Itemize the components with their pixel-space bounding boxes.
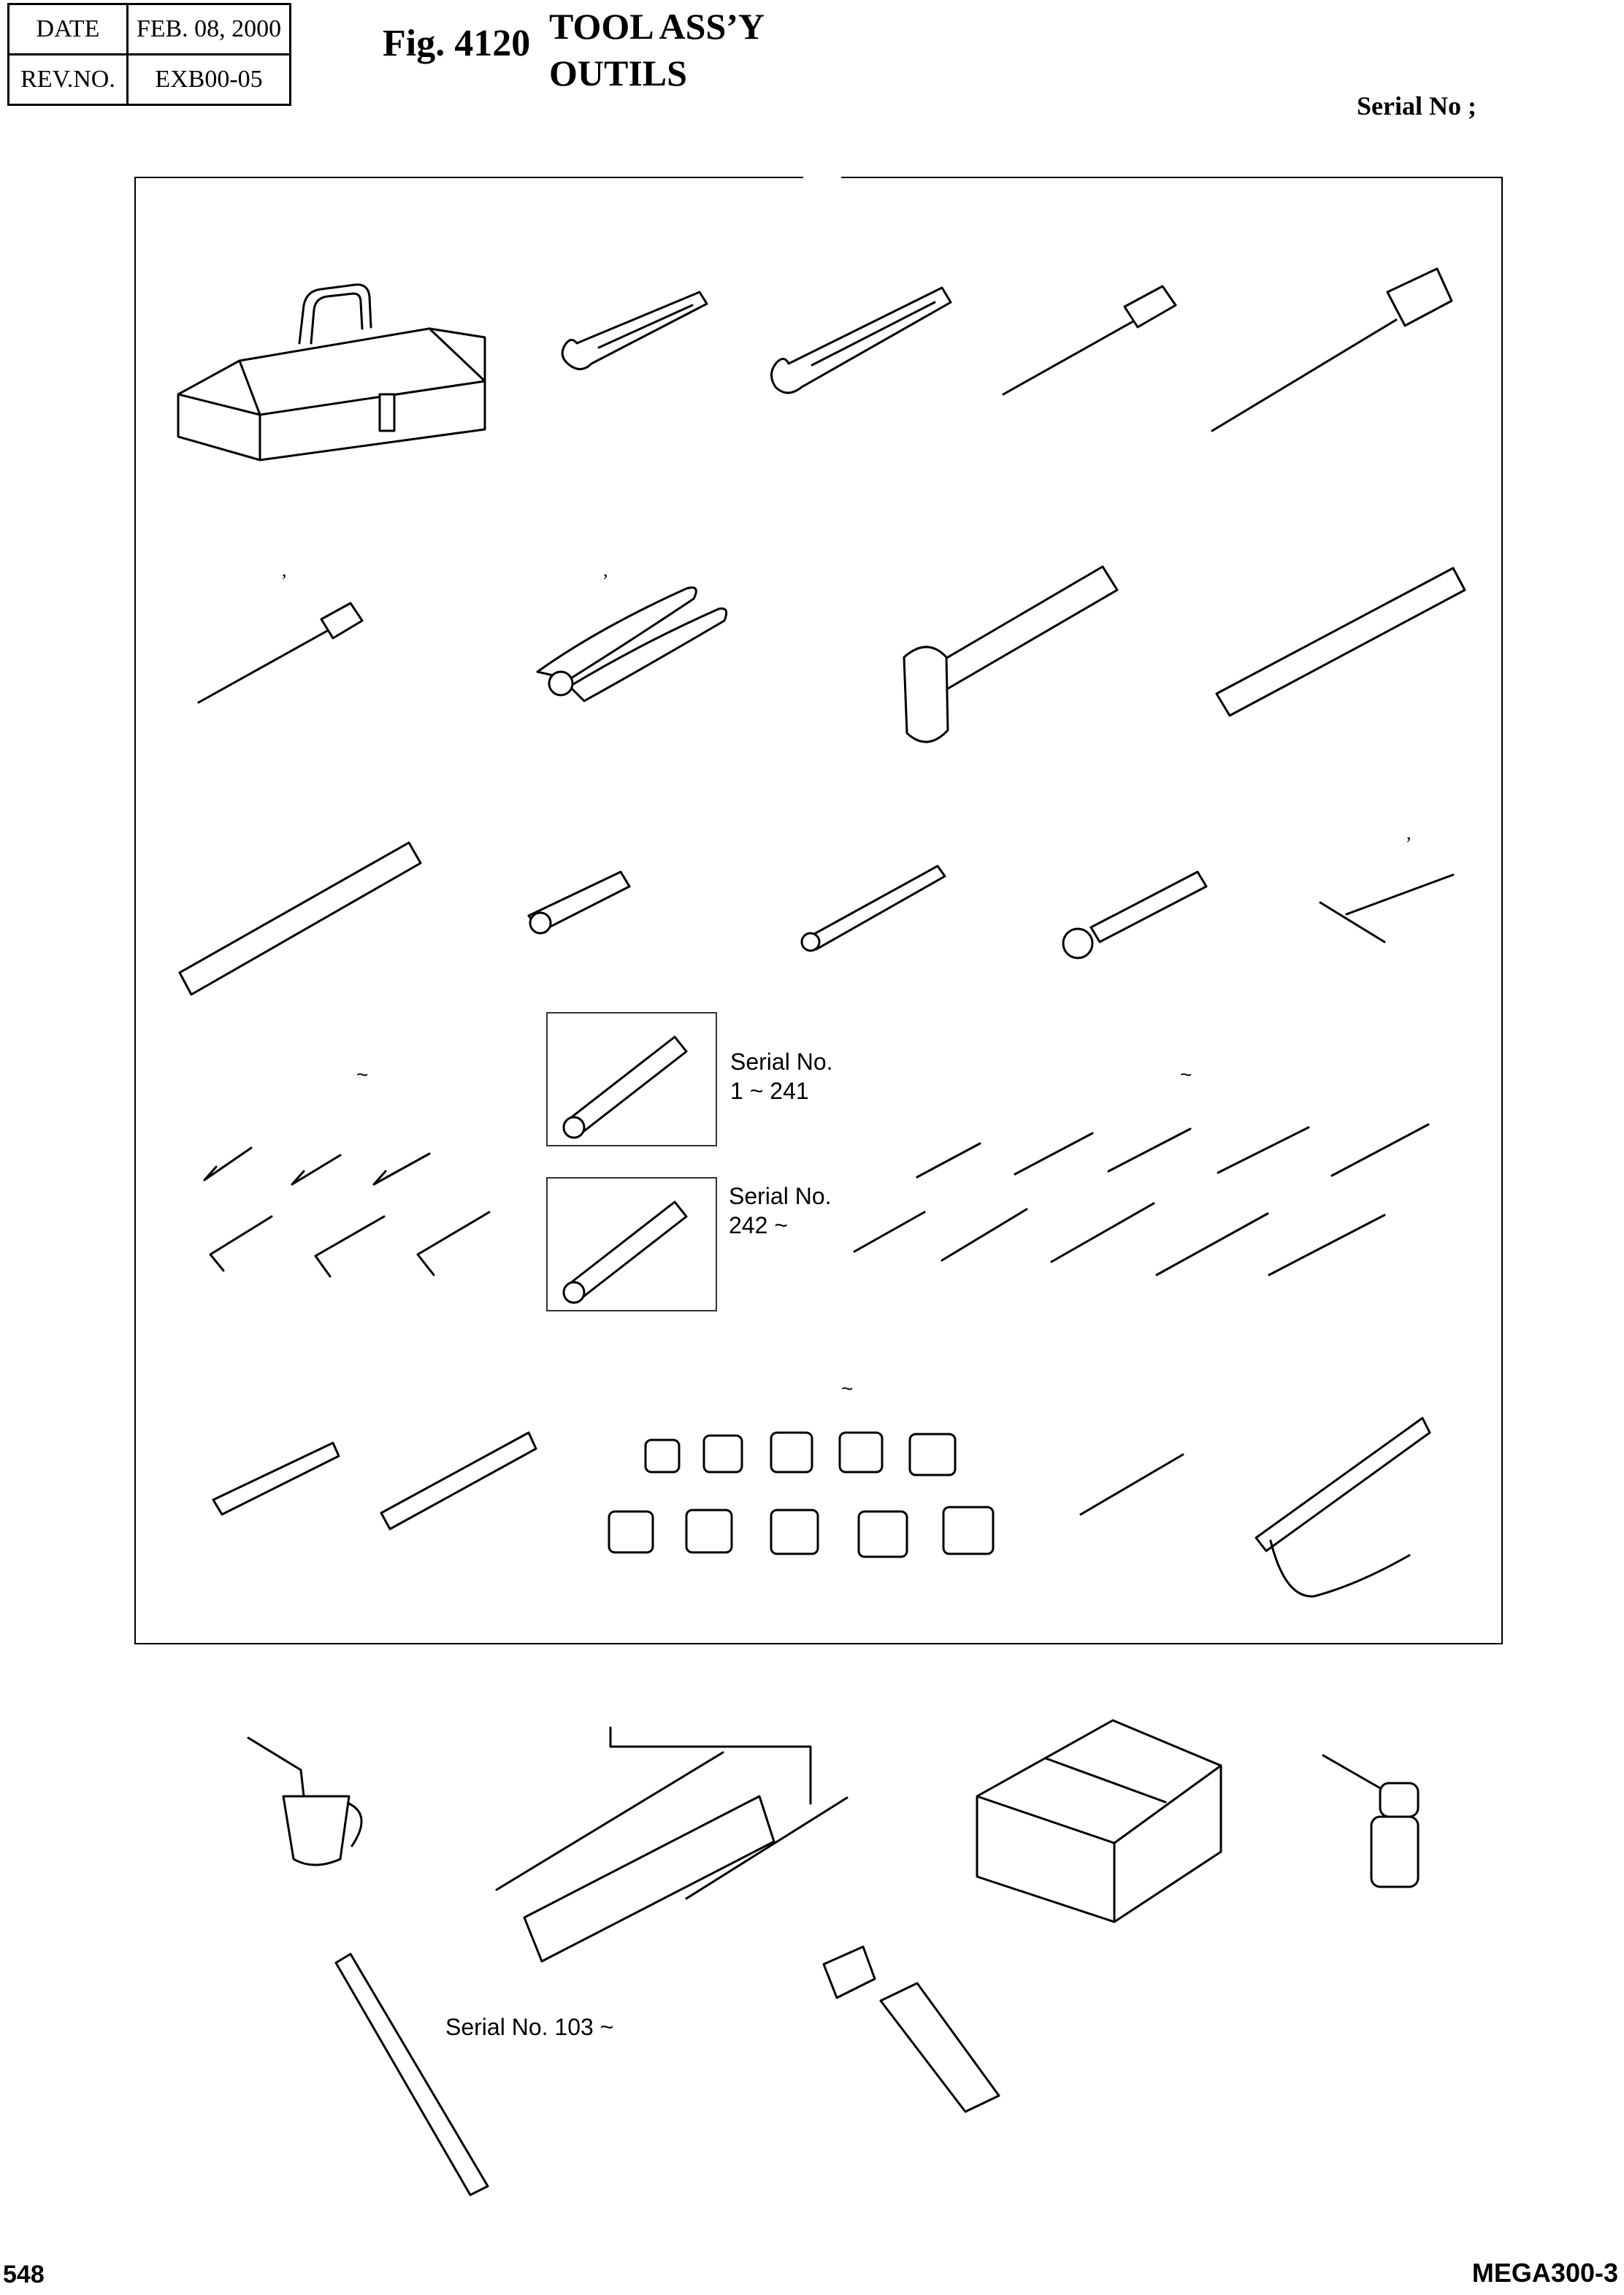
box-wrench-icon-1 bbox=[564, 1037, 686, 1138]
serial-range-2-line1: Serial No. bbox=[729, 1183, 832, 1209]
socket-set-icon bbox=[609, 1433, 993, 1557]
pipe-icon bbox=[336, 1954, 488, 2195]
comma-pliers: , bbox=[603, 559, 608, 581]
comma-t-handle: , bbox=[1406, 822, 1412, 843]
spanner-set-icon bbox=[854, 1124, 1428, 1275]
cardboard-box-icon bbox=[977, 1720, 1221, 1922]
tilde-hex-keys: ~ bbox=[356, 1063, 369, 1086]
awl-icon bbox=[199, 603, 362, 702]
adjustable-wrench-large-icon bbox=[771, 288, 951, 393]
ratchet-handle-icon bbox=[1063, 872, 1206, 958]
screwdriver-large-icon bbox=[1212, 269, 1452, 431]
socket-extension-short-icon bbox=[529, 872, 629, 933]
punch-icon bbox=[1081, 1455, 1183, 1514]
serial-range-2 bbox=[729, 1181, 832, 1240]
date-value: FEB. 08, 2000 bbox=[128, 4, 291, 55]
oil-can-icon bbox=[248, 1738, 361, 1865]
adjustable-wrench-small-icon bbox=[562, 292, 707, 369]
open-end-spanner-large-icon bbox=[381, 1433, 536, 1529]
tool-box-icon bbox=[178, 285, 485, 460]
date-label: DATE bbox=[9, 4, 128, 55]
rev-label: REV.NO. bbox=[9, 55, 128, 105]
comma-awl: , bbox=[282, 559, 287, 581]
open-end-spanner-small-icon bbox=[213, 1443, 339, 1514]
hammer-icon bbox=[904, 567, 1117, 742]
filter-wrench-icon bbox=[1256, 1418, 1430, 1596]
serial-range-3: Serial No. 103 ~ bbox=[445, 2014, 614, 2040]
t-handle-wrench-icon bbox=[1320, 875, 1453, 942]
serial-range-1 bbox=[730, 1047, 833, 1106]
figure-number: Fig. 4120 bbox=[383, 23, 531, 64]
title-line-2: OUTILS bbox=[549, 53, 687, 93]
hex-key-set-icon bbox=[204, 1148, 489, 1276]
box-wrench-icon-2 bbox=[564, 1202, 686, 1303]
rev-value: EXB00-05 bbox=[128, 55, 291, 105]
extension-bar-icon bbox=[180, 843, 421, 995]
model-code: MEGA300-3 bbox=[1471, 2258, 1618, 2288]
page-number: 548 bbox=[3, 2261, 45, 2288]
oiler-icon bbox=[1323, 1755, 1418, 1887]
serial-header: Serial No ; bbox=[1357, 91, 1476, 120]
tilde-sockets: ~ bbox=[841, 1377, 854, 1400]
serial-range-1-line1: Serial No. bbox=[730, 1049, 833, 1075]
title-line-1: TOOL ASS’Y bbox=[549, 6, 765, 47]
socket-extension-long-icon bbox=[802, 866, 945, 951]
tilde-spanners: ~ bbox=[1180, 1063, 1192, 1086]
serial-range-2-line2: 242 ~ bbox=[729, 1212, 788, 1238]
screwdriver-small-icon bbox=[1003, 286, 1176, 394]
grease-gun-icon bbox=[497, 1728, 847, 1961]
pliers-icon bbox=[537, 588, 727, 701]
grease-nozzle-icon bbox=[824, 1947, 999, 2112]
serial-range-1-line2: 1 ~ 241 bbox=[730, 1078, 809, 1104]
handle-bar-icon bbox=[1217, 568, 1465, 716]
